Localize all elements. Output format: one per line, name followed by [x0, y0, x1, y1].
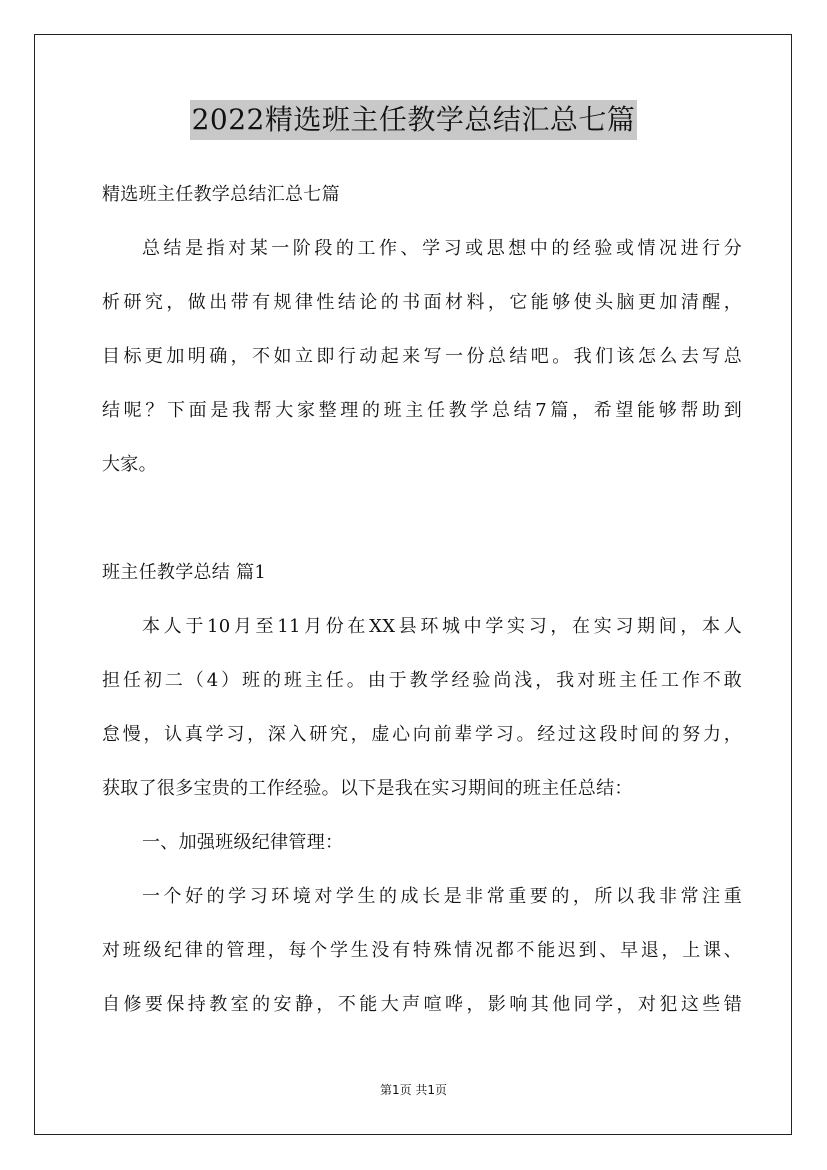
title-container [0, 100, 827, 140]
para2-line-1: 一个好的学习环境对学生的成长是非常重要的，所以我非常注重 [142, 886, 742, 907]
intro-line-1: 总结是指对某一阶段的工作、学习或思想中的经验或情况进行分 [142, 238, 742, 259]
para1-line-4: 获取了很多宝贵的工作经验。以下是我在实习期间的班主任总结： [102, 778, 633, 799]
intro-line-4: 结呢？下面是我帮大家整理的班主任教学总结7篇，希望能够帮助到 [102, 400, 742, 421]
intro-line-2: 析研究，做出带有规律性结论的书面材料，它能够使头脑更加清醒， [102, 292, 742, 313]
para1-line-1: 本人于10月至11月份在XX县环城中学实习，在实习期间，本人 [142, 616, 742, 637]
intro-line-5: 大家。 [102, 454, 157, 475]
document-title: 2022精选班主任教学总结汇总七篇 [190, 100, 638, 140]
intro-line-3: 目标更加明确，不如立即行动起来写一份总结吧。我们该怎么去写总 [102, 346, 742, 367]
para2-line-2: 对班级纪律的管理，每个学生没有特殊情况都不能迟到、早退，上课、 [102, 940, 742, 961]
document-subtitle: 精选班主任教学总结汇总七篇 [102, 184, 340, 205]
para1-line-3: 怠慢，认真学习，深入研究，虚心向前辈学习。经过这段时间的努力， [102, 724, 742, 745]
section-heading: 班主任教学总结 篇1 [102, 562, 267, 583]
page-number-footer: 第1页 共1页 [379, 1083, 448, 1097]
para2-line-3: 自修要保持教室的安静，不能大声喧哗，影响其他同学，对犯这些错 [102, 994, 742, 1015]
para1-line-2: 担任初二（4）班的班主任。由于教学经验尚浅，我对班主任工作不敢 [102, 670, 742, 691]
subheading: 一、加强班级纪律管理： [142, 832, 344, 853]
